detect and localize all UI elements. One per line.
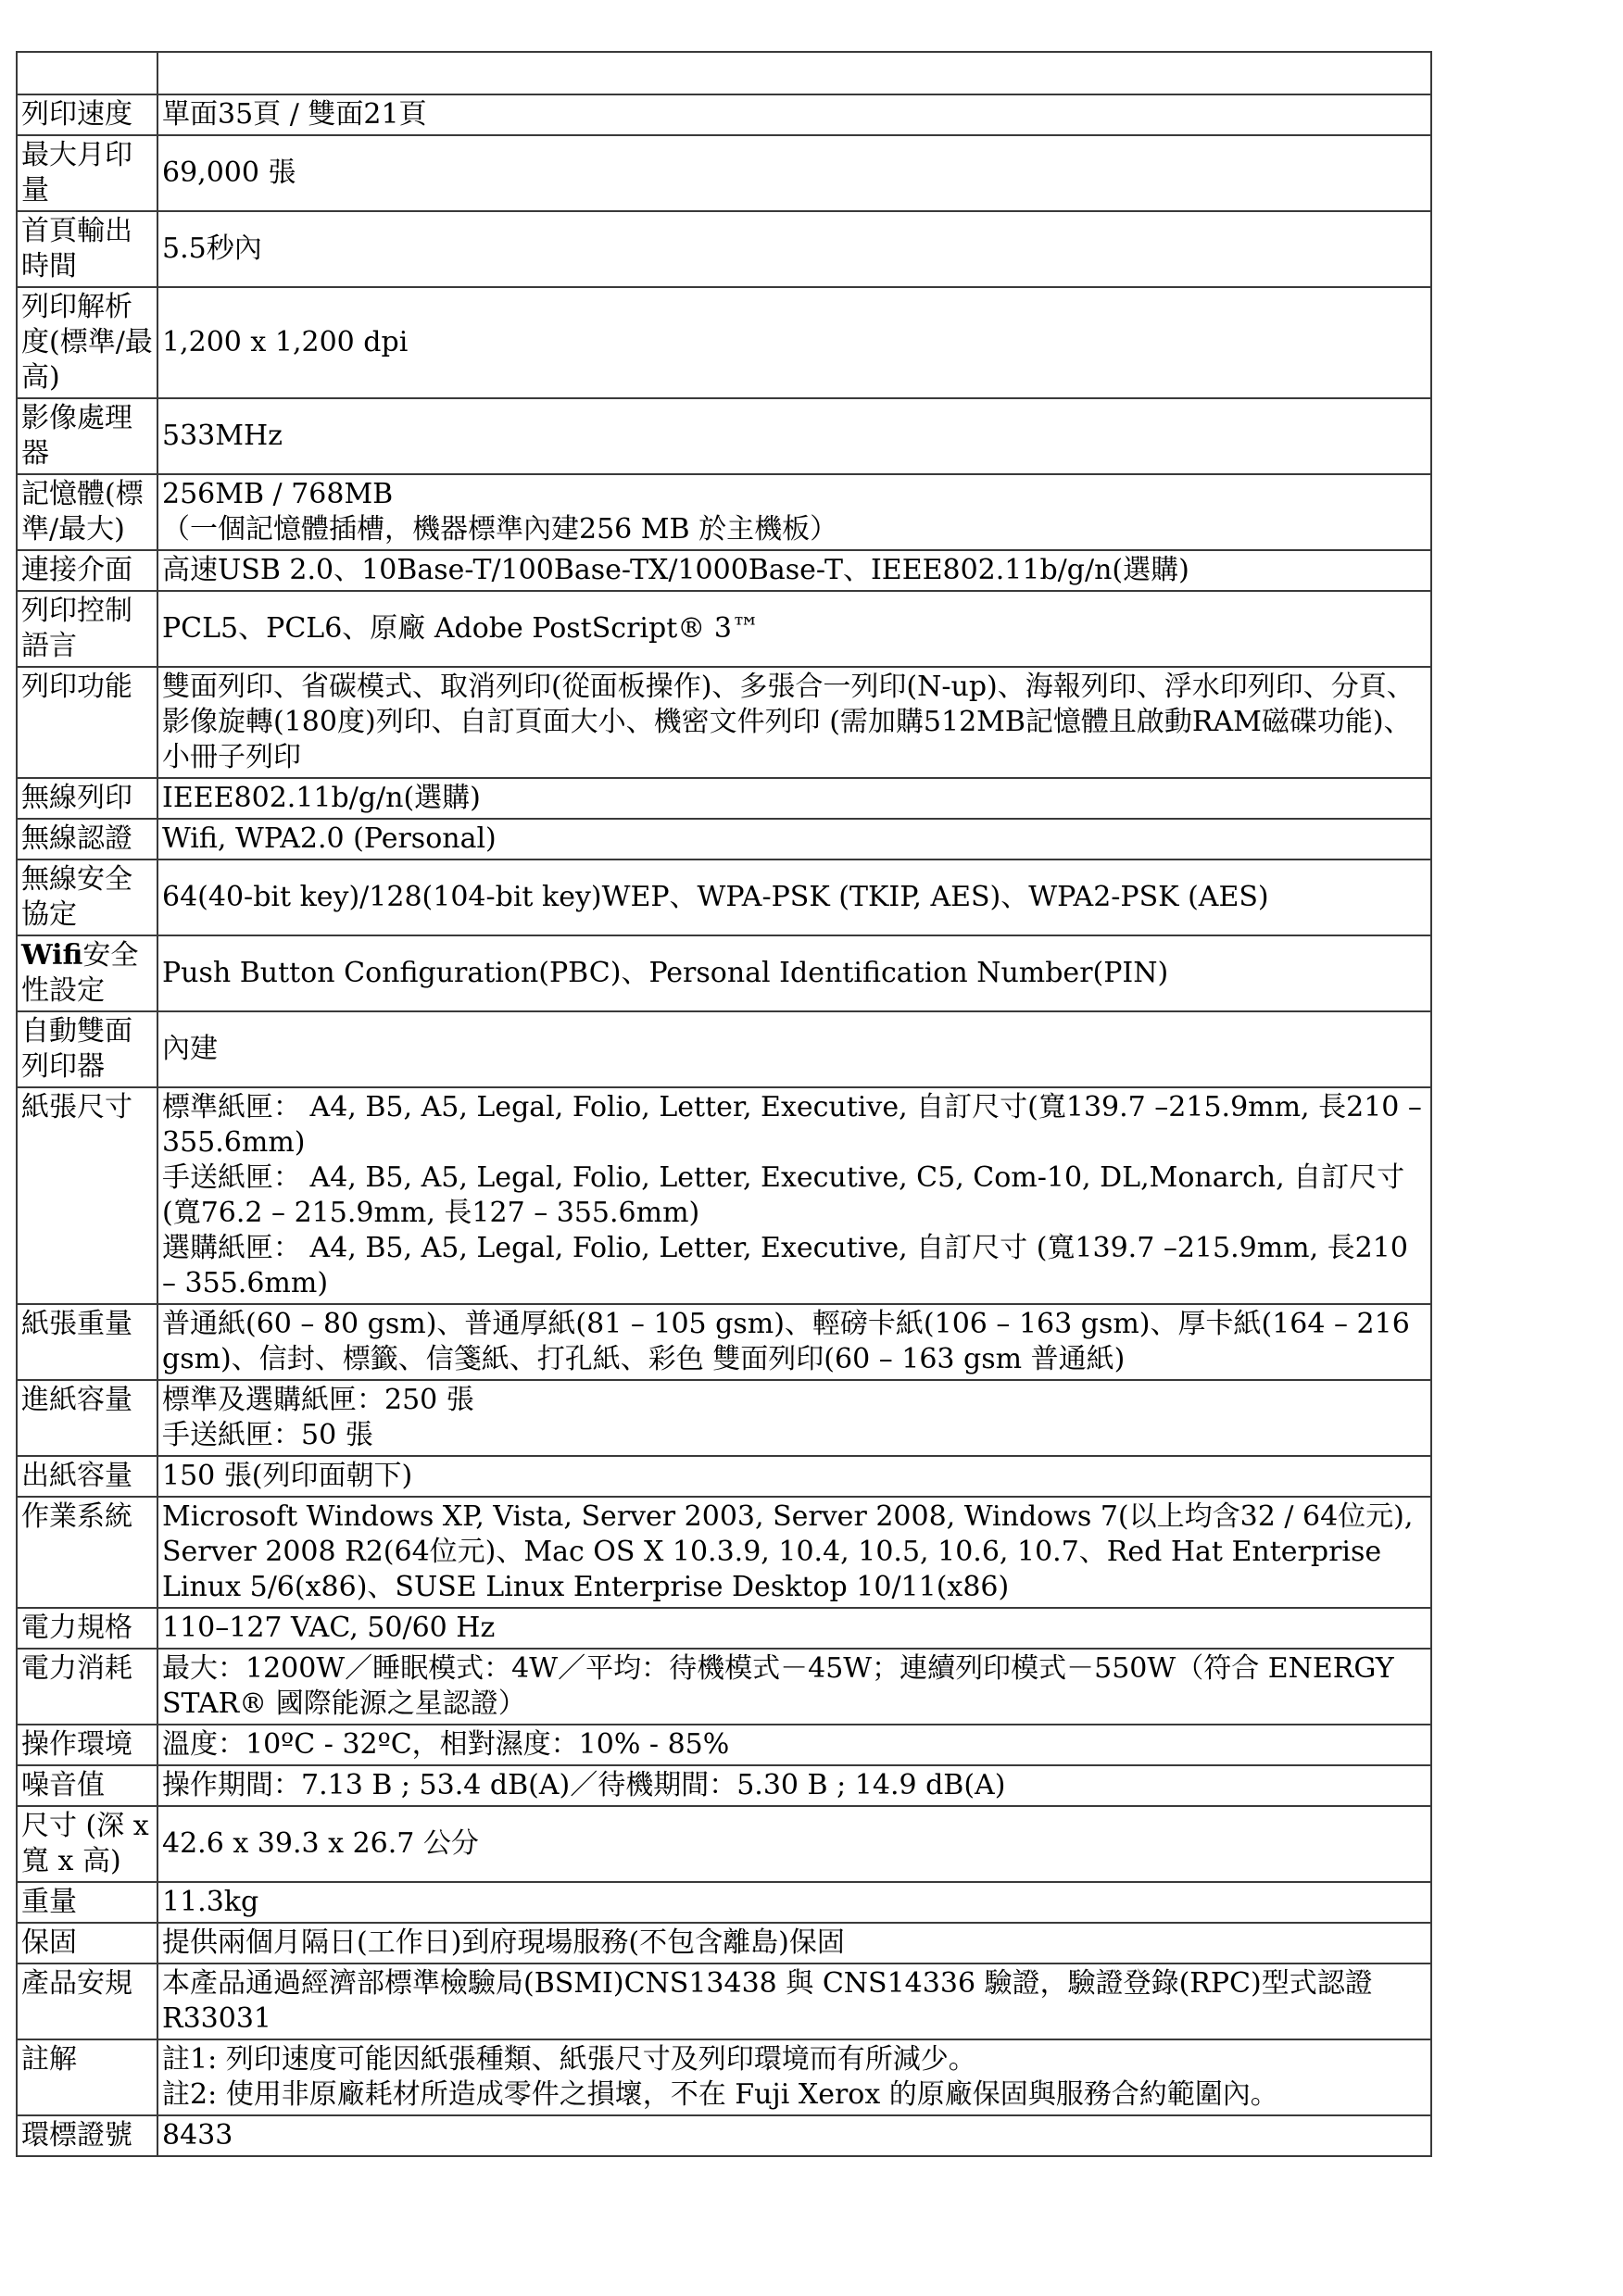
spec-value-line: 64(40-bit key)/128(104-bit key)WEP、WPA-PSK (TKIP, AES)、WPA2-PSK (AES) xyxy=(162,881,1269,913)
spec-label: 紙張尺寸 xyxy=(17,1087,157,1304)
spec-label: 自動雙面列印器 xyxy=(17,1011,157,1087)
spec-document xyxy=(16,51,1432,2157)
spec-value xyxy=(157,1882,1431,1923)
spec-label: 電力規格 xyxy=(17,1608,157,1649)
spec-value xyxy=(157,778,1431,819)
spec-value-line: （一個記憶體插槽，機器標準內建256 MB 於主機板） xyxy=(162,513,838,546)
spec-value-line: 註2: 使用非原廠耗材所造成零件之損壞，不在 Fuji Xerox 的原廠保固與服務合約範圍內。 xyxy=(162,2078,1278,2111)
spec-label: 操作環境 xyxy=(17,1725,157,1765)
spec-header-row xyxy=(17,52,1431,94)
spec-row xyxy=(17,398,1431,474)
spec-value-line: 42.6 x 39.3 x 26.7 公分 xyxy=(162,1827,479,1860)
spec-value-line: 操作期間：7.13 B ; 53.4 dB(A)／待機期間：5.30 B ; 14.9 dB(A) xyxy=(162,1769,1006,1801)
spec-value-line: PCL5、PCL6、原廠 Adobe PostScript® 3™ xyxy=(162,612,760,645)
spec-row xyxy=(17,287,1431,398)
spec-row xyxy=(17,778,1431,819)
spec-value-line: 提供兩個月隔日(工作日)到府現場服務(不包含離島)保固 xyxy=(162,1926,845,1959)
spec-value-line: Wifi, WPA2.0 (Personal) xyxy=(162,822,497,855)
spec-row xyxy=(17,819,1431,859)
spec-value xyxy=(157,1765,1431,1806)
spec-value xyxy=(157,2115,1431,2156)
spec-row xyxy=(17,550,1431,591)
spec-value-line: 高速USB 2.0、10Base-T/100Base-TX/1000Base-T、IEEE802.11b/g/n(選購) xyxy=(162,554,1189,586)
spec-value-line: 533MHz xyxy=(162,420,283,452)
spec-table xyxy=(16,51,1432,2157)
spec-label: 連接介面 xyxy=(17,550,157,591)
spec-label: 產品安規 xyxy=(17,1964,157,2039)
spec-label: 電力消耗 xyxy=(17,1649,157,1725)
spec-value-line: 150 張(列印面朝下) xyxy=(162,1460,413,1492)
spec-row xyxy=(17,2115,1431,2156)
spec-value xyxy=(157,1649,1431,1725)
spec-row xyxy=(17,1806,1431,1882)
spec-value-line: 11.3kg xyxy=(162,1886,259,1918)
spec-value-line: 256MB / 768MB xyxy=(162,478,394,510)
spec-value xyxy=(157,859,1431,935)
spec-row xyxy=(17,1380,1431,1456)
spec-row xyxy=(17,1087,1431,1304)
spec-value xyxy=(157,1380,1431,1456)
spec-value xyxy=(157,591,1431,667)
spec-value xyxy=(157,398,1431,474)
spec-value-line: 雙面列印、省碳模式、取消列印(從面板操作)、多張合一列印(N-up)、海報列印、浮水印列印、分頁、影像旋轉(180度)列印、自訂頁面大小、機密文件列印 (需加購512MB記憶體且啟動RAM磁碟功能)、小冊子列印 xyxy=(162,671,1415,773)
spec-row xyxy=(17,1923,1431,1964)
spec-value-line: 本產品通過經濟部標準檢驗局(BSMI)CNS13438 與 CNS14336 驗證，驗證登錄(RPC)型式認證 R33031 xyxy=(162,1967,1373,2035)
spec-value-line: IEEE802.11b/g/n(選購) xyxy=(162,782,481,814)
spec-value-line: 單面35頁 / 雙面21頁 xyxy=(162,98,427,131)
spec-label: 無線列印 xyxy=(17,778,157,819)
spec-label: 作業系統 xyxy=(17,1497,157,1608)
spec-value xyxy=(157,2039,1431,2115)
spec-value xyxy=(157,52,1431,94)
spec-value xyxy=(157,1608,1431,1649)
spec-row xyxy=(17,211,1431,287)
spec-label: 影像處理器 xyxy=(17,398,157,474)
spec-value xyxy=(157,935,1431,1011)
spec-value xyxy=(157,211,1431,287)
spec-label: 列印速度 xyxy=(17,94,157,135)
spec-label: 列印解析度(標準/最高) xyxy=(17,287,157,398)
spec-value-line: 標準紙匣： A4, B5, A5, Legal, Folio, Letter, Executive, 自訂尺寸(寬139.7 –215.9mm, 長210 – 355.6mm) xyxy=(162,1091,1422,1159)
spec-label: 出紙容量 xyxy=(17,1456,157,1497)
spec-label: 列印功能 xyxy=(17,667,157,778)
spec-label: 尺寸 (深 x 寬 x 高) xyxy=(17,1806,157,1882)
spec-row xyxy=(17,591,1431,667)
spec-row xyxy=(17,1608,1431,1649)
spec-value-line: 110–127 VAC, 50/60 Hz xyxy=(162,1612,496,1644)
spec-value xyxy=(157,1964,1431,2039)
spec-value-line: 選購紙匣： A4, B5, A5, Legal, Folio, Letter, Executive, 自訂尺寸 (寬139.7 –215.9mm, 長210 – 355.6mm) xyxy=(162,1232,1408,1299)
spec-label: 註解 xyxy=(17,2039,157,2115)
spec-value-line: 內建 xyxy=(162,1033,218,1065)
spec-value xyxy=(157,1304,1431,1380)
spec-value xyxy=(157,1087,1431,1304)
spec-label: 記憶體(標準/最大) xyxy=(17,474,157,550)
spec-row xyxy=(17,859,1431,935)
spec-table-body xyxy=(17,52,1431,2156)
spec-value-line: 69,000 張 xyxy=(162,157,296,189)
spec-label: Wifi安全性設定 xyxy=(17,935,157,1011)
spec-value xyxy=(157,819,1431,859)
spec-value-line: 1,200 x 1,200 dpi xyxy=(162,326,409,358)
spec-value xyxy=(157,94,1431,135)
spec-row xyxy=(17,1765,1431,1806)
spec-value-line: Push Button Configuration(PBC)、Personal Identification Number(PIN) xyxy=(162,957,1169,989)
spec-label: 保固 xyxy=(17,1923,157,1964)
spec-value-line: 溫度：10ºC - 32ºC，相對濕度：10% - 85% xyxy=(162,1728,730,1761)
spec-value xyxy=(157,474,1431,550)
spec-value xyxy=(157,1923,1431,1964)
spec-label: 無線安全協定 xyxy=(17,859,157,935)
spec-row xyxy=(17,1725,1431,1765)
spec-value-line: 5.5秒內 xyxy=(162,232,262,265)
spec-value xyxy=(157,1725,1431,1765)
spec-label: 噪音值 xyxy=(17,1765,157,1806)
spec-label: 重量 xyxy=(17,1882,157,1923)
spec-row xyxy=(17,1964,1431,2039)
spec-value-line: 手送紙匣： A4, B5, A5, Legal, Folio, Letter, Executive, C5, Com-10, DL,Monarch, 自訂尺寸 (寬76.2 – 215.9mm, 長127 – 355.6mm) xyxy=(162,1161,1405,1229)
wifi-label-prefix: Wifi xyxy=(21,939,83,972)
spec-value xyxy=(157,135,1431,211)
spec-row xyxy=(17,135,1431,211)
spec-row xyxy=(17,474,1431,550)
spec-label: 最大月印量 xyxy=(17,135,157,211)
spec-label xyxy=(17,52,157,94)
spec-row xyxy=(17,935,1431,1011)
spec-value xyxy=(157,1806,1431,1882)
spec-row xyxy=(17,667,1431,778)
spec-value-line: 最大：1200W／睡眠模式：4W／平均：待機模式－45W；連續列印模式－550W（符合 ENERGY STAR® 國際能源之星認證） xyxy=(162,1652,1394,1720)
spec-value xyxy=(157,1497,1431,1608)
spec-row xyxy=(17,1304,1431,1380)
spec-value-line: Microsoft Windows XP, Vista, Server 2003, Server 2008, Windows 7(以上均含32 / 64位元), Server 2008 R2(64位元)、Mac OS X 10.3.9, 10.4, 10.5, 10.6, 10.7、Red Hat Enterprise Linux 5/6(x86)、SUSE Linux Enterprise Desktop 10/11(x86) xyxy=(162,1500,1414,1603)
spec-value xyxy=(157,287,1431,398)
spec-row xyxy=(17,1497,1431,1608)
spec-label: 首頁輸出時間 xyxy=(17,211,157,287)
spec-value xyxy=(157,667,1431,778)
spec-label: 進紙容量 xyxy=(17,1380,157,1456)
spec-value-line: 手送紙匣：50 張 xyxy=(162,1419,373,1451)
spec-value-line: 標準及選購紙匣：250 張 xyxy=(162,1384,474,1416)
spec-value-line: 8433 xyxy=(162,2119,233,2152)
spec-row xyxy=(17,94,1431,135)
spec-label: 環標證號 xyxy=(17,2115,157,2156)
spec-value-line: 普通紙(60 – 80 gsm)、普通厚紙(81 – 105 gsm)、輕磅卡紙(106 – 163 gsm)、厚卡紙(164 – 216 gsm)、信封、標籤、信箋紙、打孔紙、彩色 雙面列印(60 – 163 gsm 普通紙) xyxy=(162,1308,1410,1375)
spec-value-line: 註1: 列印速度可能因紙張種類、紙張尺寸及列印環境而有所減少。 xyxy=(162,2043,976,2076)
spec-row xyxy=(17,1456,1431,1497)
spec-row xyxy=(17,1882,1431,1923)
spec-value xyxy=(157,1011,1431,1087)
spec-row xyxy=(17,1649,1431,1725)
spec-row xyxy=(17,1011,1431,1087)
spec-label: 無線認證 xyxy=(17,819,157,859)
spec-row xyxy=(17,2039,1431,2115)
spec-value xyxy=(157,1456,1431,1497)
spec-label: 列印控制語言 xyxy=(17,591,157,667)
spec-value xyxy=(157,550,1431,591)
spec-label: 紙張重量 xyxy=(17,1304,157,1380)
